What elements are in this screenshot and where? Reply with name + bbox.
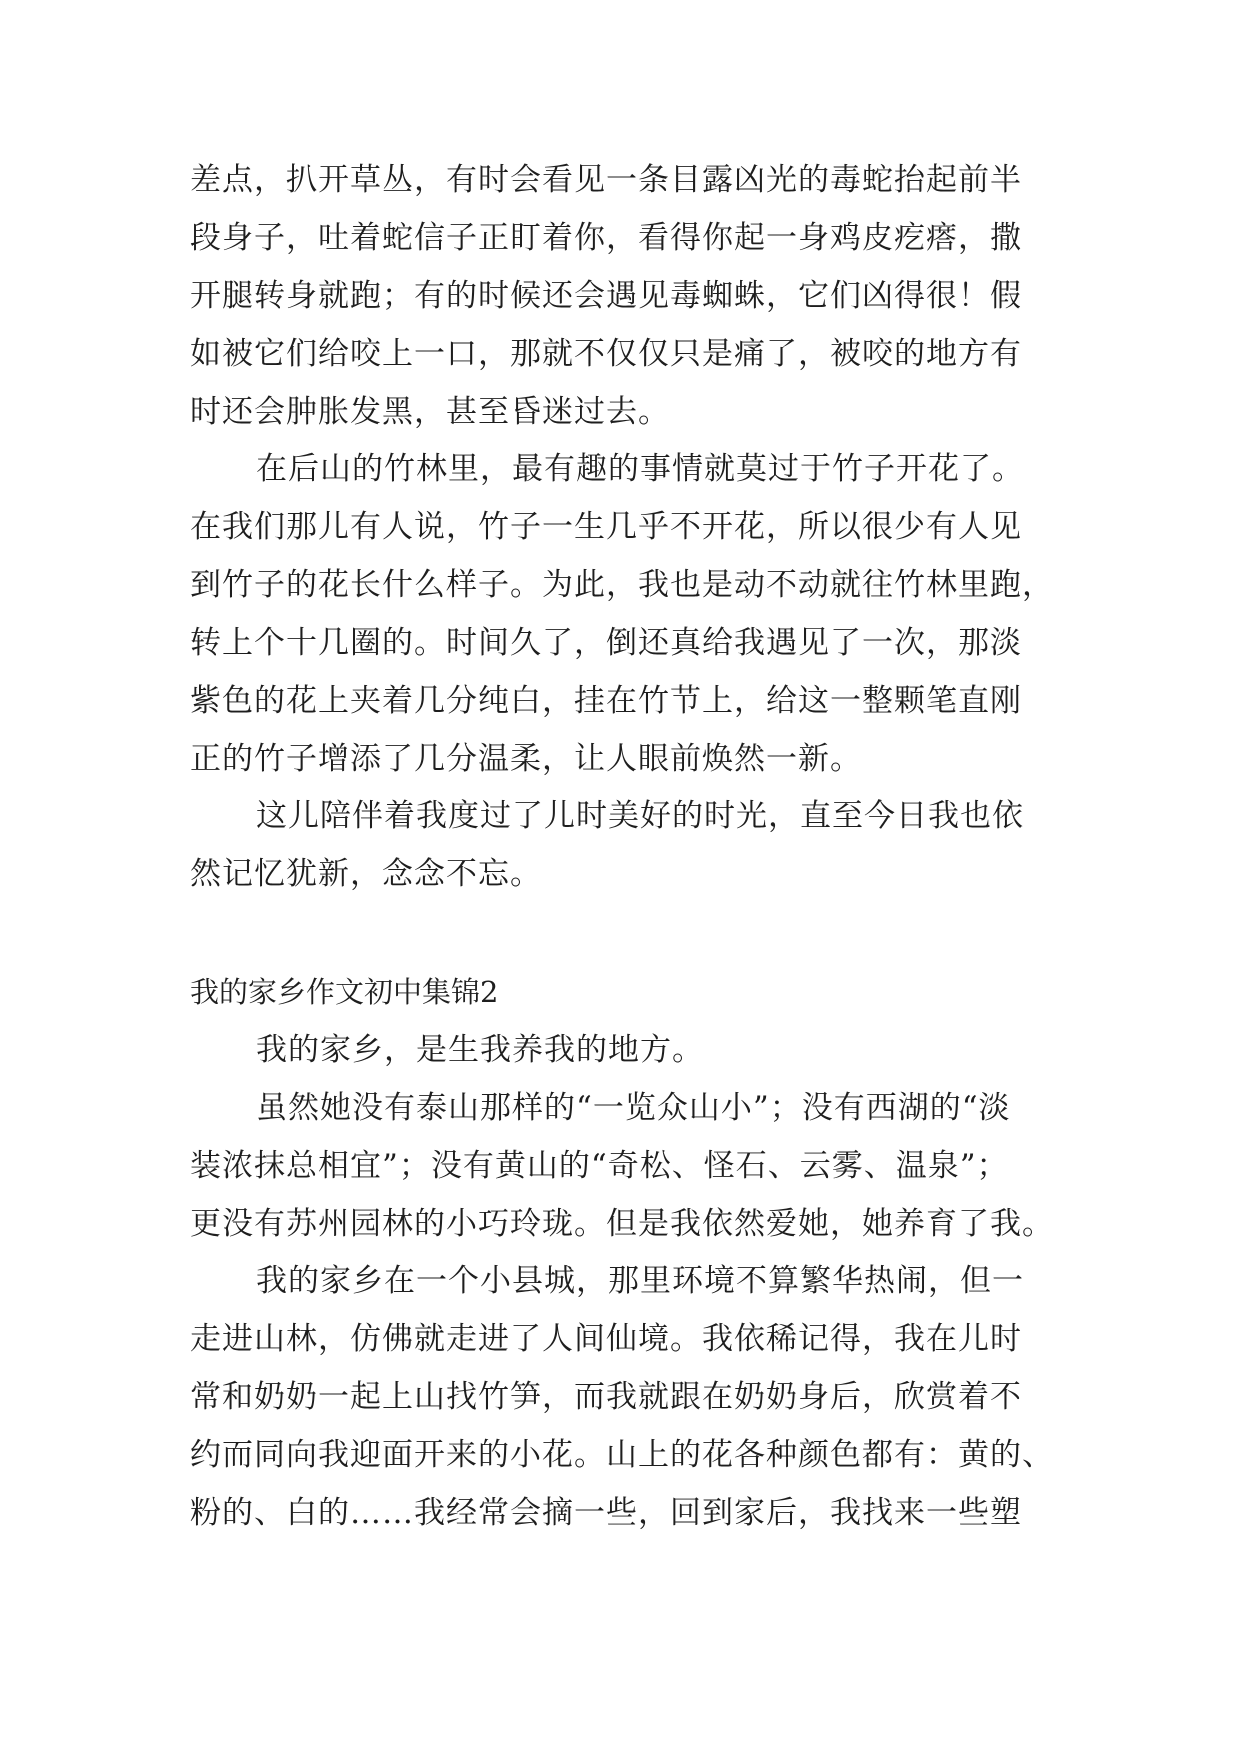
text-line: 正的竹子增添了几分温柔，让人眼前焕然一新。 bbox=[190, 741, 862, 777]
text-line: 我的家乡，是生我养我的地方。 bbox=[256, 1032, 704, 1068]
text-line: 段身子，吐着蛇信子正盯着你，看得你起一身鸡皮疙瘩，撒 bbox=[190, 220, 1022, 256]
section-heading bbox=[190, 963, 1070, 1021]
text-line: 开腿转身就跑；有的时候还会遇见毒蜘蛛，它们凶得很！假 bbox=[190, 278, 1022, 314]
text-line: 约而同向我迎面开来的小花。山上的花各种颜色都有：黄的、 bbox=[190, 1437, 1054, 1473]
paragraph-memories bbox=[190, 787, 1070, 903]
paragraph-bamboo-flower bbox=[190, 440, 1070, 788]
text-line: 在我们那儿有人说，竹子一生几乎不开花，所以很少有人见 bbox=[190, 509, 1022, 545]
text-line: 时还会肿胀发黑，甚至昏迷过去。 bbox=[190, 394, 670, 430]
text-line: 转上个十几圈的。时间久了，倒还真给我遇见了一次，那淡 bbox=[190, 625, 1022, 661]
paragraph-intro bbox=[190, 1021, 1070, 1079]
text-line: 走进山林，仿佛就走进了人间仙境。我依稀记得，我在儿时 bbox=[190, 1321, 1022, 1357]
paragraph-comparison bbox=[190, 1079, 1070, 1253]
text-line: 常和奶奶一起上山找竹笋，而我就跟在奶奶身后，欣赏着不 bbox=[190, 1379, 1022, 1415]
article-title: 我的家乡作文初中集锦2 bbox=[190, 975, 499, 1009]
text-line: 差点，扒开草丛，有时会看见一条目露凶光的毒蛇抬起前半 bbox=[190, 162, 1022, 198]
paragraph-hometown bbox=[190, 1252, 1070, 1542]
paragraph-snakes bbox=[190, 151, 1070, 441]
text-line: 虽然她没有泰山那样的“一览众山小”；没有西湖的“淡 bbox=[256, 1090, 1011, 1126]
text-line: 然记忆犹新，念念不忘。 bbox=[190, 856, 542, 892]
text-line: 紫色的花上夹着几分纯白，挂在竹节上，给这一整颗笔直刚 bbox=[190, 683, 1022, 719]
text-line: 到竹子的花长什么样子。为此，我也是动不动就往竹林里跑， bbox=[190, 567, 1054, 603]
text-line: 粉的、白的……我经常会摘一些，回到家后，我找来一些塑 bbox=[190, 1495, 1022, 1531]
text-line: 我的家乡在一个小县城，那里环境不算繁华热闹，但一 bbox=[256, 1263, 1024, 1299]
text-line: 在后山的竹林里，最有趣的事情就莫过于竹子开花了。 bbox=[256, 451, 1024, 487]
text-line: 装浓抹总相宜”；没有黄山的“奇松、怪石、云雾、温泉”； bbox=[190, 1148, 1009, 1184]
text-line: 这儿陪伴着我度过了儿时美好的时光，直至今日我也依 bbox=[256, 798, 1024, 834]
text-line: 更没有苏州园林的小巧玲珑。但是我依然爱她，她养育了我。 bbox=[190, 1206, 1054, 1242]
text-line: 如被它们给咬上一口，那就不仅仅只是痛了，被咬的地方有 bbox=[190, 336, 1022, 372]
